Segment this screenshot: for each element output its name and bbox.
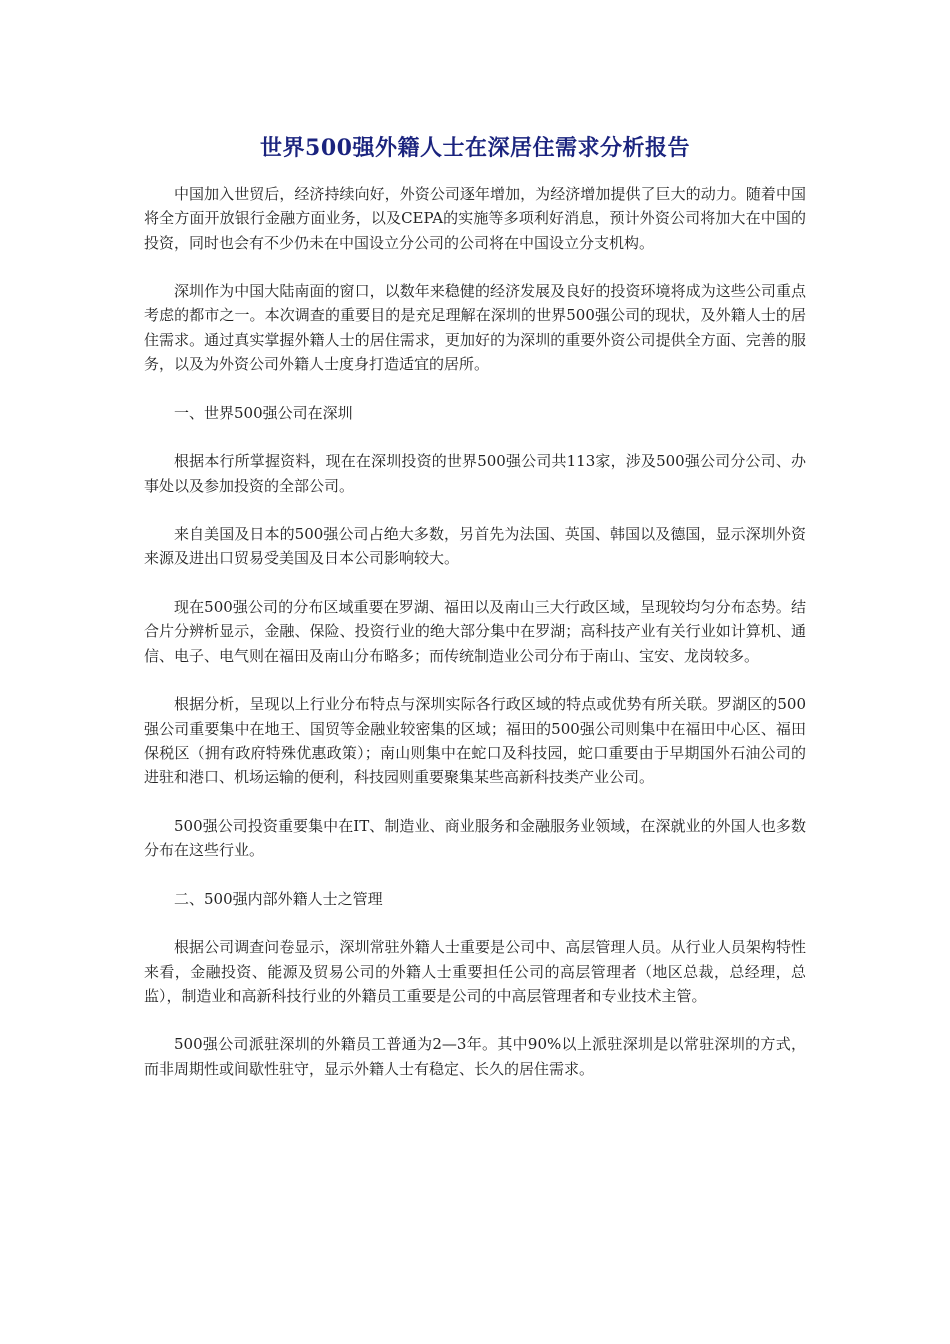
section-heading-2: 二、500强内部外籍人士之管理 (174, 889, 383, 908)
paragraph-intro: 中国加入世贸后，经济持续向好，外资公司逐年增加，为经济增加提供了巨大的动力。随着中国将全方面开放银行金融方面业务，以及CEPA的实施等多项利好消息，预计外资公司将加大在中国的投资，同时也会有不少仍未在中国设立分公司的公司将在中国设立分支机构。 (144, 185, 806, 252)
document-title: 世界500强外籍人士在深居住需求分析报告 (260, 135, 690, 161)
paragraph-industries: 500强公司投资重要集中在IT、制造业、商业服务和金融服务业领域，在深就业的外国人也多数分布在这些行业。 (144, 816, 806, 860)
paragraph-company-count: 根据本行所掌握资料，现在在深圳投资的世界500强公司共113家，涉及500强公司分公司、办事处以及参加投资的全部公司。 (144, 452, 806, 495)
paragraph-assignment-duration: 500强公司派驻深圳的外籍员工普通为2—3年。其中90%以上派驻深圳是以常驻深圳的方式，而非周期性或间歇性驻守，显示外籍人士有稳定、长久的居住需求。 (144, 1035, 806, 1078)
paragraph-management: 根据公司调查问卷显示，深圳常驻外籍人士重要是公司中、高层管理人员。从行业人员架构特性来看，金融投资、能源及贸易公司的外籍人士重要担任公司的高层管理者（地区总裁，总经理，总监），制造业和高新科技行业的外籍员工重要是公司的中高层管理者和专业技术主管。 (144, 938, 806, 1005)
paragraph-shenzhen-window: 深圳作为中国大陆南面的窗口，以数年来稳健的经济发展及良好的投资环境将成为这些公司重点考虑的都市之一。本次调查的重要目的是充足理解在深圳的世界500强公司的现状，及外籍人士的居住需求。通过真实掌握外籍人士的居住需求，更加好的为深圳的重要外资公司提供全方面、完善的服务，以及为外资公司外籍人士度身打造适宜的居所。 (144, 282, 806, 374)
paragraph-origin-countries: 来自美国及日本的500强公司占绝大多数，另首先为法国、英国、韩国以及德国，显示深圳外资来源及进出口贸易受美国及日本公司影响较大。 (144, 525, 806, 568)
document-body (144, 182, 806, 1105)
paragraph-analysis: 根据分析，呈现以上行业分布特点与深圳实际各行政区域的特点或优势有所关联。罗湖区的500强公司重要集中在地王、国贸等金融业较密集的区域；福田的500强公司则集中在福田中心区、福田保税区（拥有政府特殊优惠政策）；南山则集中在蛇口及科技园，蛇口重要由于早期国外石油公司的进驻和港口、机场运输的便利，科技园则重要聚集某些高新科技类产业公司。 (144, 695, 806, 787)
paragraph-distribution: 现在500强公司的分布区域重要在罗湖、福田以及南山三大行政区域，呈现较均匀分布态势。结合片分辨析显示，金融、保险、投资行业的绝大部分集中在罗湖；高科技产业有关行业如计算机、通信、电子、电气则在福田及南山分布略多；而传统制造业公司分布于南山、宝安、龙岗较多。 (144, 598, 806, 665)
section-heading-1: 一、世界500强公司在深圳 (174, 403, 353, 422)
